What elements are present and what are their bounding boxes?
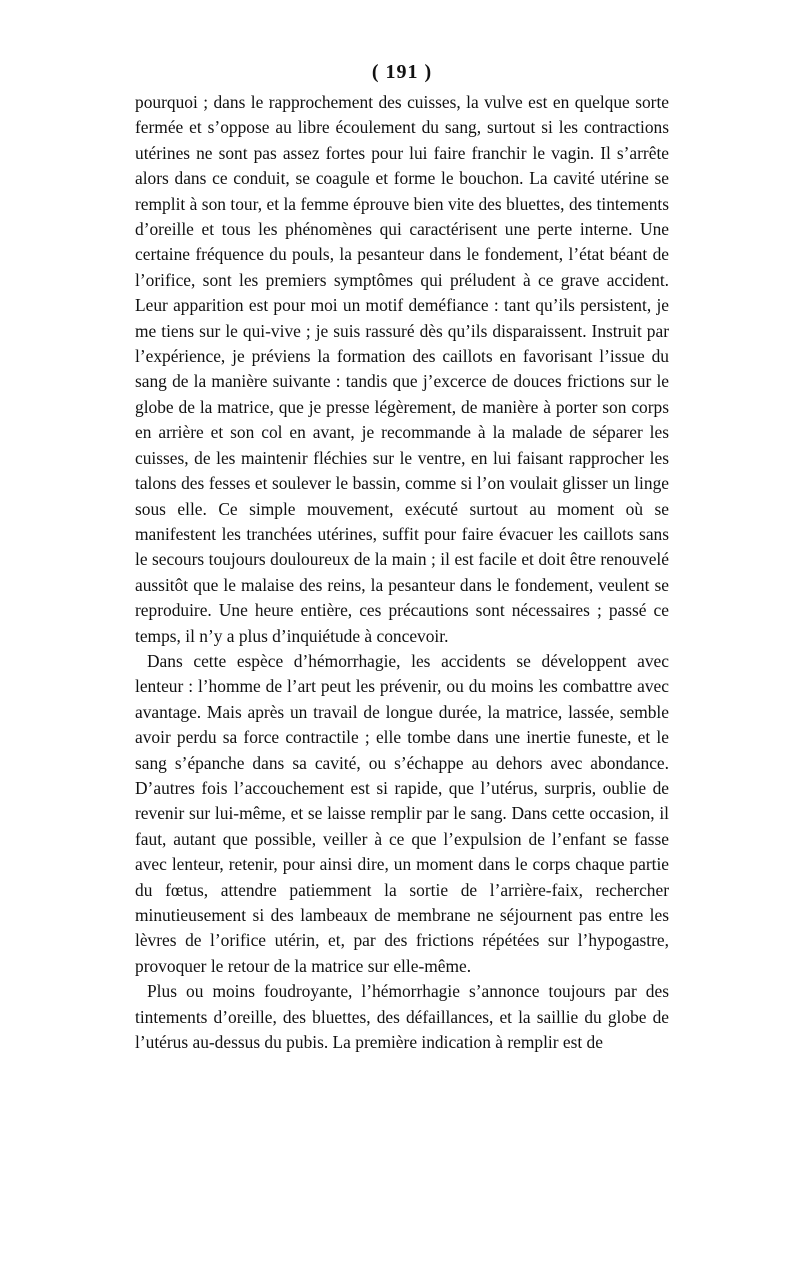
paragraph-3: Plus ou moins foudroyante, l’hémorrhagie s’annonce toujours par des tintements d’oreille, des bluettes, des défaillances, et la saillie du globe de l’utérus au-dessus du pubis. La première indication à remplir est de xyxy=(135,981,669,1053)
book-page xyxy=(135,54,669,1055)
paragraph-1: pourquoi ; dans le rapprochement des cuisses, la vulve est en quelque sorte fermée et s’oppose au libre écoulement du sang, surtout si les contractions utérines ne sont pas assez fortes pour lui faire franchir le vagin. Il s’arrête alors dans ce conduit, se coagule et forme le bouchon. La cavité utérine se remplit à son tour, et la femme éprouve bien vite des bluettes, des tintements d’oreille et tous les phénomènes qui caractérisent une perte interne. Une certaine fréquence du pouls, la pesanteur dans le fondement, l’état béant de l’orifice, sont les premiers symptômes qui préludent à ce grave accident. Leur apparition est pour moi un motif deméfiance : tant qu’ils persistent, je me tiens sur le qui-vive ; je suis rassuré dès qu’ils disparaissent. Instruit par l’expérience, je préviens la formation des caillots en favorisant l’issue du sang de la manière suivante : tandis que j’excerce de douces frictions sur le globe de la matrice, que je presse légèrement, de manière à porter son corps en arrière et son col en avant, je recommande à la malade de séparer les cuisses, de les maintenir fléchies sur le ventre, en lui faisant rapprocher les talons des fesses et soulever le bassin, comme si l’on voulait glisser un linge sous elle. Ce simple mouvement, exécuté surtout au moment où se manifestent les tranchées utérines, suffit pour faire évacuer les caillots sans le secours toujours douloureux de la main ; il est facile et doit être renouvelé aussitôt que le malaise des reins, la pesanteur dans le fondement, veulent se reproduire. Une heure entière, ces précautions sont nécessaires ; passé ce temps, il n’y a plus d’inquiétude à concevoir. xyxy=(135,92,669,646)
paragraph-2: Dans cette espèce d’hémorrhagie, les accidents se développent avec lenteur : l’homme de l’art peut les prévenir, ou du moins les combattre avec avantage. Mais après un travail de longue durée, la matrice, lassée, semble avoir perdu sa force contractile ; elle tombe dans une inertie funeste, et le sang s’épanche dans sa cavité, ou s’échappe au dehors avec abondance. D’autres fois l’accouchement est si rapide, que l’utérus, surpris, oublie de revenir sur lui-même, et se laisse remplir par le sang. Dans cette occasion, il faut, autant que possible, veiller à ce que l’expulsion de l’enfant se fasse avec lenteur, retenir, pour ainsi dire, un moment dans le corps chaque partie du fœtus, attendre patiemment la sortie de l’arrière-faix, rechercher minutieusement si des lambeaux de membrane ne séjournent pas entre les lèvres de l’orifice utérin, et, par des frictions répétées sur l’hypogastre, provoquer le retour de la matrice sur elle-même. xyxy=(135,650,669,976)
page-number: ( 191 ) xyxy=(371,61,433,83)
